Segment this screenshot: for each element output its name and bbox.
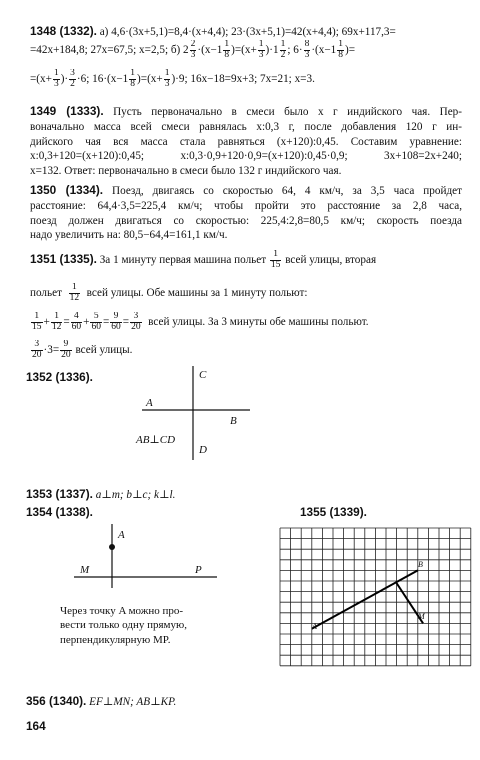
p1352-relation: AB⊥CD bbox=[136, 434, 176, 446]
p1354-heading: 1354 (1338). bbox=[26, 505, 93, 519]
p1349: 1349 (1333). Пусть первоначально в смеси было x г индийского чая. Пер- воначально масса всей смеси равнялась x:0,3 г, после добавления 120 г ин- дийского чая вся масса стала равняться (x+120):0,45. Составим уравнение: x:0,3+120=(x+120):0,45; x:0,3·0,9+120·0,9=(x+120):0,45·0,9; 3x+108=2x+240; x=132. Ответ: первоначально в смеси было 132 г индийского чая. bbox=[30, 104, 462, 178]
p1349-heading: 1349 (1333). bbox=[30, 104, 104, 118]
p1348-line1: 1348 (1332). а) 4,6·(3x+5,1)=8,4·(x+4,4); 23·(3x+5,1)=42(x+4,4); 69x+117,3= bbox=[30, 24, 396, 38]
p1352-label-c: C bbox=[199, 369, 207, 381]
p1352-label-a: A bbox=[146, 397, 153, 409]
p1348-line3: =(x+ $\frac{1}{3}$ )· $\frac{3}{2}$ ·6; 16·(x−1 $\frac{1}{8}$ )=(x+ $\frac{1}{3}$ )·9; 16x−18=9x+3; 7x=21; x=3. bbox=[30, 69, 315, 89]
p1353: 1353 (1337). a⊥m; b⊥c; k⊥l. bbox=[26, 487, 176, 501]
p1351-line3: $\frac{1}{15}$ + $\frac{1}{12}$ = $\frac{4}{60}$ + $\frac{5}{60}$ = $\frac{9}{60}$ = $\frac{3}{20}$ всей улицы. За 3 минуты обе машины польют. bbox=[32, 312, 369, 332]
p1354-caption: Через точку A можно про- вести только одну прямую, перпендикулярную MP. bbox=[60, 605, 187, 646]
p1356: 356 (1340). EF⊥MN; AB⊥KP. bbox=[26, 694, 177, 708]
p1352-heading: 1352 (1336). bbox=[26, 370, 93, 384]
p1354-label-a: A bbox=[118, 529, 125, 541]
p1351-heading: 1351 (1335). bbox=[30, 252, 97, 267]
p1354-label-p: P bbox=[195, 564, 202, 576]
p1348-line2: =42x+184,8; 27x=67,5; x=2,5; б) 2 $\frac{2}{3}$ ·(x−1 $\frac{1}{8}$ )=(x+ $\frac{1}{3}$ )·1 $\frac{1}{2}$ ; 6· $\frac{8}{3}$ ·(x−1 $\frac{1}{8}$ )= bbox=[30, 40, 356, 60]
p1351-line4: $\frac{3}{20}$ ·3= $\frac{9}{20}$ всей улицы. bbox=[32, 340, 133, 360]
p1355-label-b: B bbox=[418, 560, 423, 569]
p1355-label-a: A bbox=[312, 622, 317, 631]
p1351-line1: 1351 (1335). За 1 минуту первая машина польет $\frac{1}{15}$ всей улицы, вторая bbox=[30, 250, 377, 270]
page-number: 164 bbox=[26, 719, 46, 733]
p1352-label-d: D bbox=[199, 444, 207, 456]
p1351-line2: польет $\frac{1}{12}$ всей улицы. Обе машины за 1 минуту польют: bbox=[30, 283, 308, 303]
p1348-heading: 1348 (1332). bbox=[30, 24, 97, 38]
p1350: 1350 (1334). Поезд, двигаясь со скоростью 64, 4 км/ч, за 3,5 часа пройдет расстояние: 64,4·3,5=225,4 км/ч; чтобы пройти это расстояние за 2,8 часа, поезд должен двигаться со скоростью: 225,4:2,8=80,5 км/ч; скорость поезда надо увеличить на: 80,5−64,4=161,1 км/ч. bbox=[30, 183, 462, 242]
p1354-label-m: M bbox=[80, 564, 90, 576]
p1352-label-b: B bbox=[230, 415, 237, 427]
p1356-heading: 356 (1340). bbox=[26, 694, 87, 708]
p1355-label-m: M bbox=[418, 612, 425, 621]
p1355-heading: 1355 (1339). bbox=[300, 505, 367, 519]
p1353-heading: 1353 (1337). bbox=[26, 487, 93, 501]
p1350-heading: 1350 (1334). bbox=[30, 183, 104, 197]
